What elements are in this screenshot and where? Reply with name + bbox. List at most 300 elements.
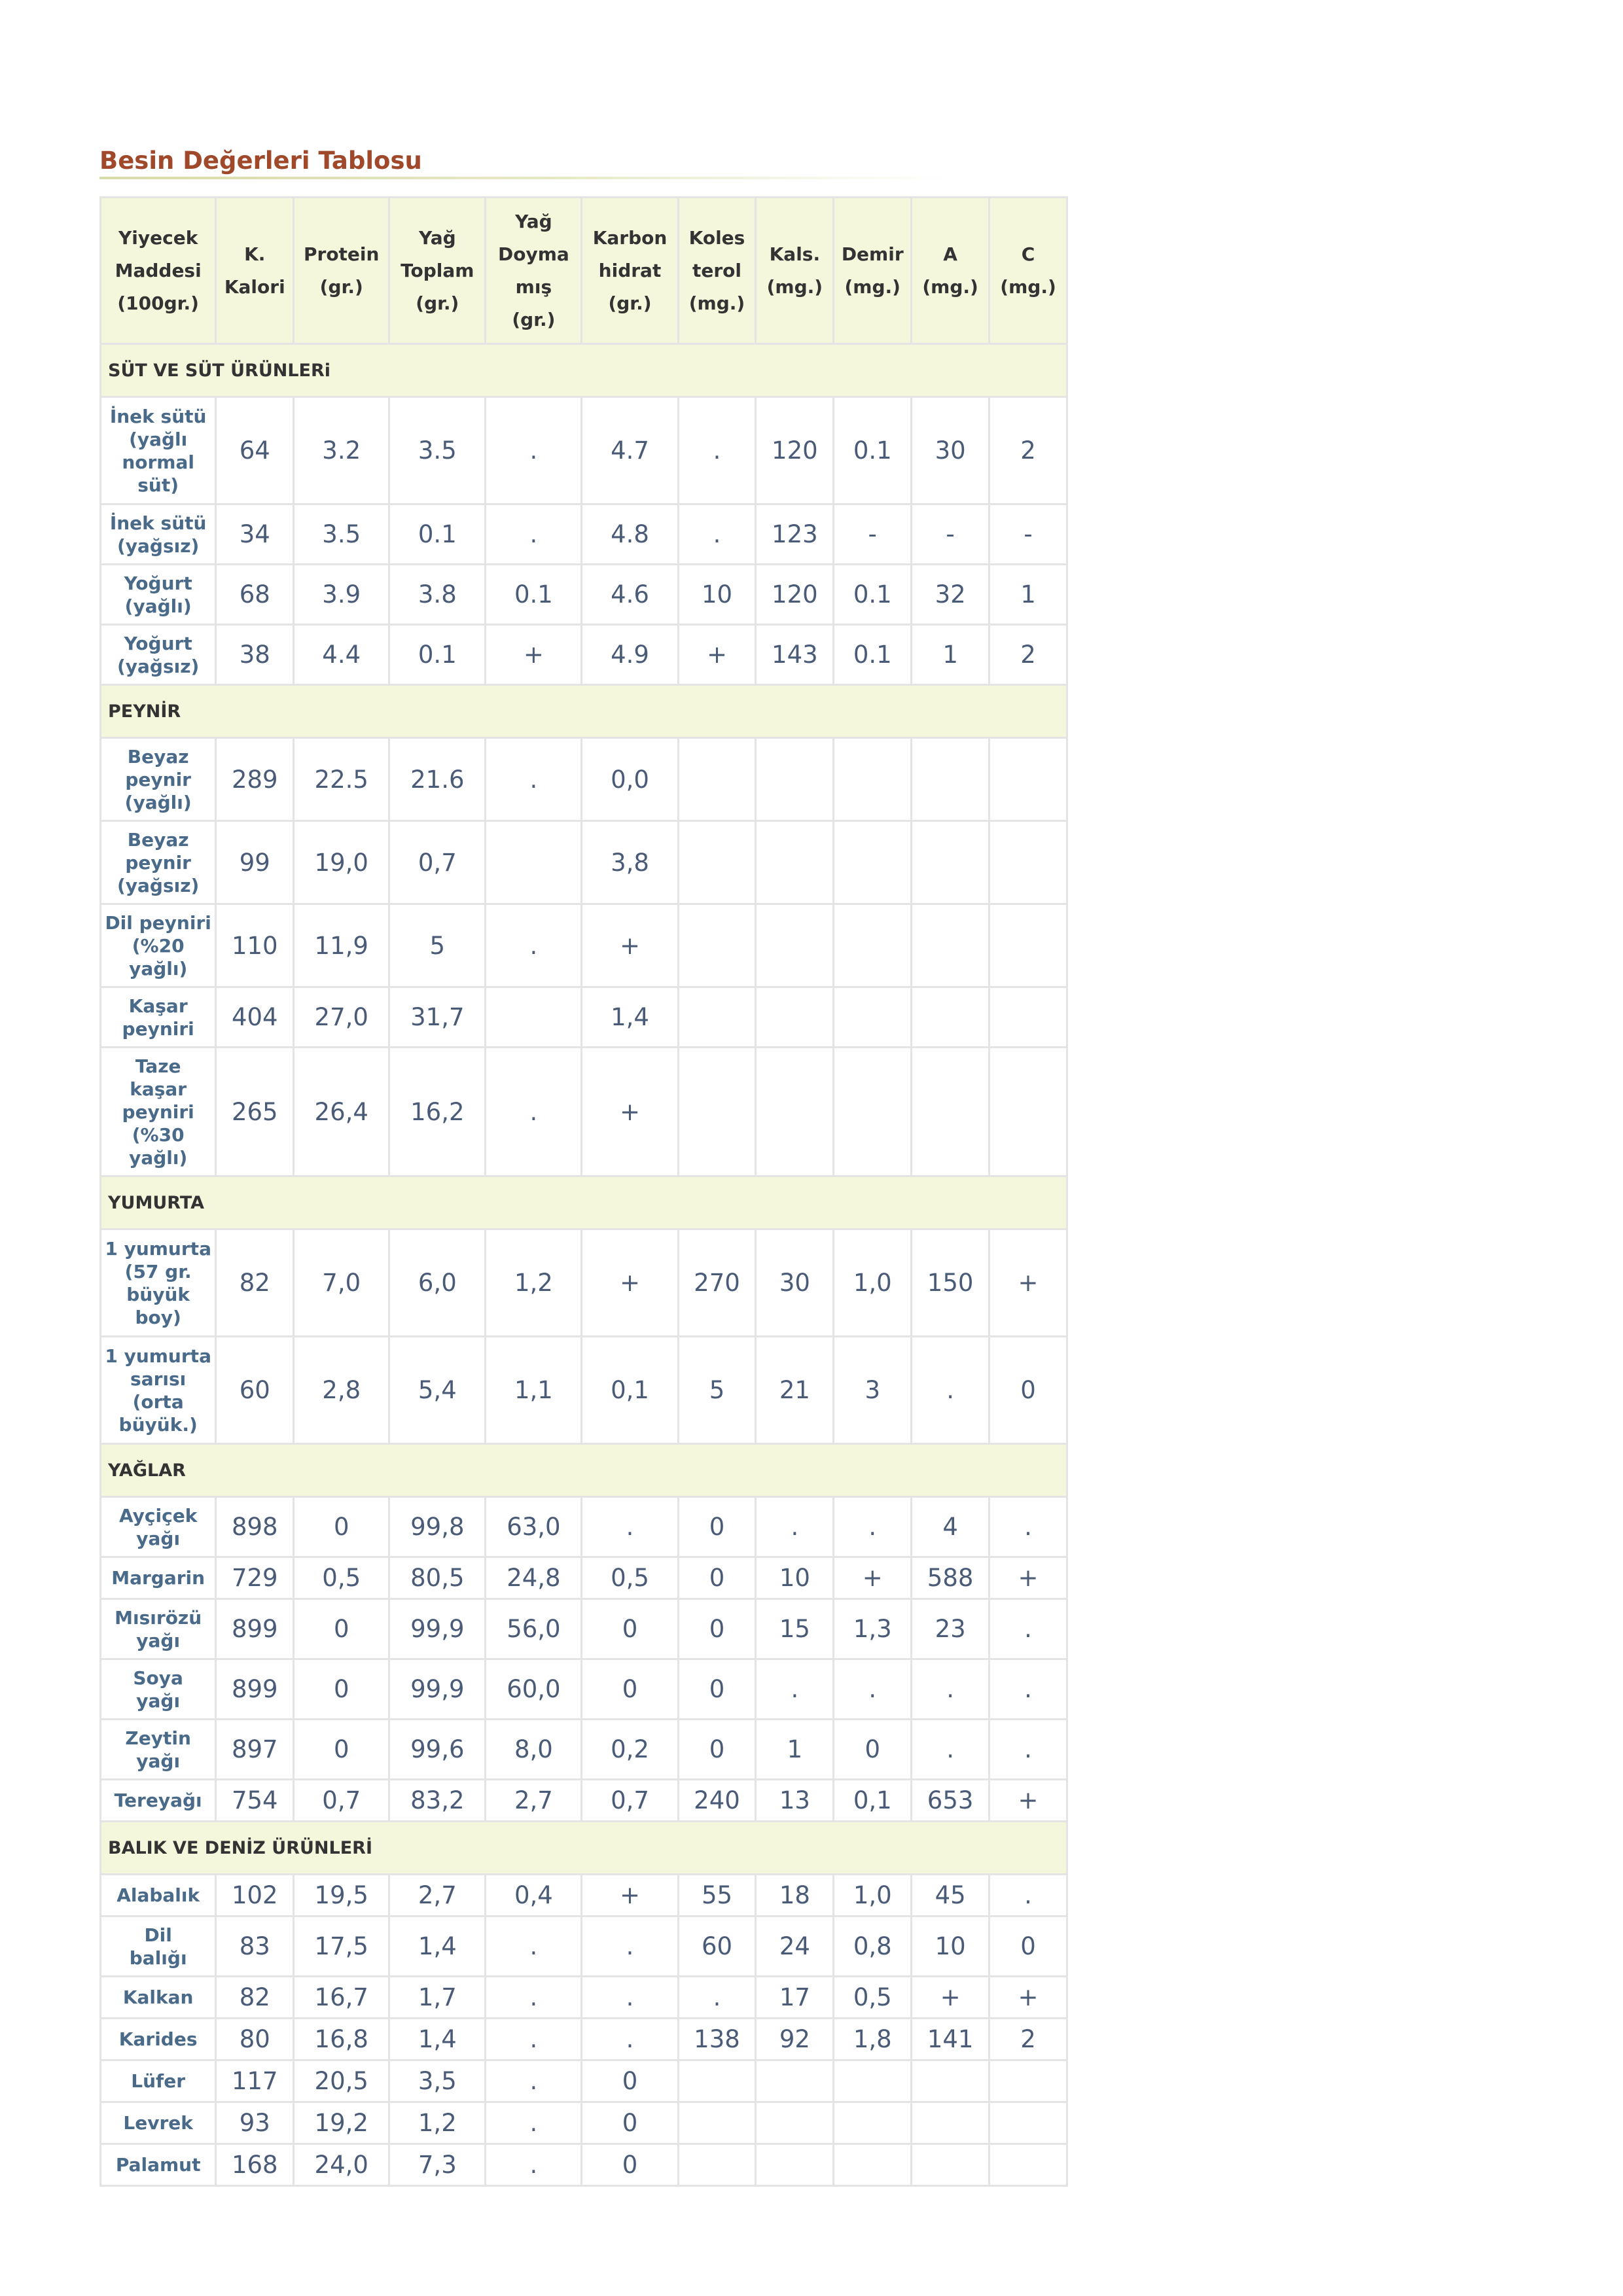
value-cell: 4.8 <box>582 504 678 565</box>
value-cell: 0 <box>678 1720 756 1780</box>
value-cell: 2,8 <box>294 1337 389 1444</box>
value-cell: 1,4 <box>389 1916 486 1977</box>
value-cell: 55 <box>678 1875 756 1916</box>
value-cell: 0,7 <box>389 821 486 904</box>
food-name-line: Dil peyniri <box>105 911 211 934</box>
value-cell <box>756 2060 834 2102</box>
column-header-line: Kalori <box>224 275 285 298</box>
value-cell: + <box>582 1229 678 1337</box>
value-cell: 0 <box>990 1337 1067 1444</box>
page-title: Besin Değerleri Tablosu <box>99 147 422 175</box>
value-cell: 899 <box>216 1599 294 1659</box>
value-cell: 729 <box>216 1557 294 1599</box>
value-cell <box>678 987 756 1048</box>
value-cell: 588 <box>912 1557 990 1599</box>
value-cell <box>912 987 990 1048</box>
column-header-line: Doyma <box>498 243 569 265</box>
value-cell: + <box>486 625 582 685</box>
value-cell: 0 <box>990 1916 1067 1977</box>
value-cell <box>678 904 756 987</box>
value-cell: 92 <box>756 2019 834 2060</box>
value-cell: . <box>990 1659 1067 1720</box>
value-cell: - <box>912 504 990 565</box>
value-cell: . <box>486 2060 582 2102</box>
table-row <box>101 1916 1067 1977</box>
value-cell: 0,1 <box>582 1337 678 1444</box>
value-cell: 31,7 <box>389 987 486 1048</box>
value-cell: 1 <box>990 565 1067 625</box>
value-cell: 754 <box>216 1780 294 1822</box>
column-header-line: Koles <box>688 226 745 249</box>
food-name-line: Soya <box>133 1667 183 1689</box>
value-cell: 3,5 <box>389 2060 486 2102</box>
value-cell: 2,7 <box>486 1780 582 1822</box>
value-cell: 21 <box>756 1337 834 1444</box>
food-name-line: (yağsız) <box>116 874 200 896</box>
column-header <box>990 198 1067 344</box>
value-cell: + <box>678 625 756 685</box>
value-cell: . <box>582 2019 678 2060</box>
food-name <box>101 2144 216 2186</box>
table-body <box>101 344 1067 2186</box>
value-cell: 80,5 <box>389 1557 486 1599</box>
column-header <box>294 198 389 344</box>
column-header-line: Kals. <box>769 243 821 265</box>
value-cell: 82 <box>216 1229 294 1337</box>
food-name <box>101 2102 216 2144</box>
value-cell: 16,2 <box>389 1048 486 1176</box>
value-cell: 1,4 <box>582 987 678 1048</box>
food-name-line: İnek sütü <box>109 512 207 534</box>
value-cell <box>678 821 756 904</box>
column-header <box>756 198 834 344</box>
value-cell: 3.8 <box>389 565 486 625</box>
value-cell: . <box>834 1497 912 1557</box>
value-cell: 3.5 <box>294 504 389 565</box>
food-name-line: yağlı) <box>129 957 188 980</box>
category-row <box>101 1444 1067 1497</box>
value-cell <box>756 2102 834 2144</box>
value-cell <box>756 821 834 904</box>
food-name-line: (yağlı) <box>124 791 192 813</box>
value-cell: + <box>912 1977 990 2019</box>
value-cell: 1,0 <box>834 1875 912 1916</box>
value-cell: 99,9 <box>389 1599 486 1659</box>
value-cell: 21.6 <box>389 738 486 821</box>
value-cell: 82 <box>216 1977 294 2019</box>
column-header-line: mış <box>515 275 552 298</box>
value-cell: . <box>582 1916 678 1977</box>
value-cell: 0 <box>294 1659 389 1720</box>
column-header-line: hidrat <box>598 259 662 281</box>
value-cell: 60 <box>216 1337 294 1444</box>
value-cell: 13 <box>756 1780 834 1822</box>
food-name <box>101 1229 216 1337</box>
value-cell <box>834 2102 912 2144</box>
value-cell: 899 <box>216 1659 294 1720</box>
food-name-line: (yağlı) <box>124 595 192 617</box>
food-name-line: peyniri <box>122 1017 194 1040</box>
value-cell: 80 <box>216 2019 294 2060</box>
food-name-line: (%30 <box>132 1123 185 1146</box>
column-header-line: (mg.) <box>844 275 901 298</box>
value-cell: - <box>834 504 912 565</box>
value-cell: + <box>990 1229 1067 1337</box>
value-cell: 4.4 <box>294 625 389 685</box>
value-cell: 0,2 <box>582 1720 678 1780</box>
value-cell: 0 <box>678 1599 756 1659</box>
value-cell: 4.9 <box>582 625 678 685</box>
value-cell: 240 <box>678 1780 756 1822</box>
value-cell <box>834 821 912 904</box>
value-cell: 270 <box>678 1229 756 1337</box>
food-name <box>101 821 216 904</box>
food-name <box>101 738 216 821</box>
category-label: YAĞLAR <box>101 1444 1067 1497</box>
food-name-line: yağlı) <box>129 1146 188 1169</box>
value-cell: + <box>990 1977 1067 2019</box>
value-cell: 60 <box>678 1916 756 1977</box>
table-row <box>101 397 1067 504</box>
value-cell: 5 <box>678 1337 756 1444</box>
table-row <box>101 2060 1067 2102</box>
value-cell: 5 <box>389 904 486 987</box>
column-header-line: Yağ <box>515 210 552 232</box>
food-name <box>101 904 216 987</box>
value-cell: 3.2 <box>294 397 389 504</box>
value-cell: 0 <box>294 1720 389 1780</box>
value-cell: 3.9 <box>294 565 389 625</box>
category-label: SÜT VE SÜT ÜRÜNLERi <box>101 344 1067 397</box>
value-cell <box>990 987 1067 1048</box>
value-cell: 0 <box>294 1497 389 1557</box>
value-cell: 7,3 <box>389 2144 486 2186</box>
value-cell: . <box>486 504 582 565</box>
table-row <box>101 1875 1067 1916</box>
value-cell <box>912 2102 990 2144</box>
value-cell: 23 <box>912 1599 990 1659</box>
value-cell <box>990 2102 1067 2144</box>
value-cell: + <box>582 904 678 987</box>
value-cell: 83 <box>216 1916 294 1977</box>
value-cell: 17 <box>756 1977 834 2019</box>
value-cell: 0,5 <box>582 1557 678 1599</box>
food-name-line: büyük <box>126 1283 190 1305</box>
food-name <box>101 1659 216 1720</box>
table-row <box>101 1497 1067 1557</box>
value-cell <box>912 821 990 904</box>
value-cell: 45 <box>912 1875 990 1916</box>
column-header <box>389 198 486 344</box>
value-cell: 56,0 <box>486 1599 582 1659</box>
food-name-line: Zeytin <box>125 1727 191 1749</box>
value-cell: . <box>990 1599 1067 1659</box>
value-cell: . <box>678 1977 756 2019</box>
value-cell <box>756 1048 834 1176</box>
value-cell: 0 <box>582 1599 678 1659</box>
value-cell: 99,6 <box>389 1720 486 1780</box>
value-cell: 24,0 <box>294 2144 389 2186</box>
value-cell: + <box>990 1780 1067 1822</box>
food-name-line: İnek sütü <box>109 405 207 427</box>
food-name <box>101 1048 216 1176</box>
value-cell: 2 <box>990 2019 1067 2060</box>
value-cell: . <box>912 1337 990 1444</box>
food-name-line: (yağsız) <box>116 535 200 557</box>
table-row <box>101 2102 1067 2144</box>
value-cell: 0 <box>294 1599 389 1659</box>
value-cell: 1 <box>912 625 990 685</box>
value-cell: 0,7 <box>582 1780 678 1822</box>
food-name <box>101 2060 216 2102</box>
column-header <box>678 198 756 344</box>
value-cell: + <box>834 1557 912 1599</box>
value-cell: 34 <box>216 504 294 565</box>
table-row <box>101 1229 1067 1337</box>
value-cell <box>834 2060 912 2102</box>
food-name-line: Yoğurt <box>124 632 192 654</box>
value-cell: . <box>678 504 756 565</box>
value-cell: . <box>912 1720 990 1780</box>
food-name <box>101 565 216 625</box>
table-row <box>101 1048 1067 1176</box>
value-cell: . <box>486 2144 582 2186</box>
column-header-line: (mg.) <box>688 292 745 314</box>
value-cell: 0.1 <box>389 504 486 565</box>
food-name-line: Kalkan <box>122 1987 194 2008</box>
value-cell: 3 <box>834 1337 912 1444</box>
value-cell <box>990 2144 1067 2186</box>
value-cell <box>912 1048 990 1176</box>
value-cell: 24 <box>756 1916 834 1977</box>
category-row <box>101 1176 1067 1229</box>
food-name <box>101 2019 216 2060</box>
value-cell: 26,4 <box>294 1048 389 1176</box>
column-header <box>216 198 294 344</box>
food-name-line: peynir <box>125 851 191 874</box>
food-name <box>101 1916 216 1977</box>
value-cell: 64 <box>216 397 294 504</box>
value-cell: 0 <box>678 1497 756 1557</box>
column-header-line: (mg.) <box>766 275 823 298</box>
food-name-line: Kaşar <box>128 995 188 1017</box>
value-cell: 0.1 <box>389 625 486 685</box>
value-cell: 22.5 <box>294 738 389 821</box>
value-cell: 19,5 <box>294 1875 389 1916</box>
value-cell: 143 <box>756 625 834 685</box>
value-cell: . <box>486 904 582 987</box>
food-name <box>101 625 216 685</box>
value-cell: 102 <box>216 1875 294 1916</box>
value-cell: . <box>756 1497 834 1557</box>
value-cell: 3.5 <box>389 397 486 504</box>
value-cell: 10 <box>678 565 756 625</box>
food-name-line: Mısırözü <box>115 1606 202 1629</box>
table-row <box>101 1337 1067 1444</box>
value-cell: 3,8 <box>582 821 678 904</box>
value-cell: 110 <box>216 904 294 987</box>
value-cell: 0,1 <box>834 1780 912 1822</box>
column-header-line: Demir <box>841 243 904 265</box>
value-cell: 93 <box>216 2102 294 2144</box>
table-row <box>101 2144 1067 2186</box>
food-name-line: 1 yumurta <box>105 1345 211 1367</box>
food-name-line: yağı <box>136 1689 181 1712</box>
value-cell: 4.6 <box>582 565 678 625</box>
food-name-line: (orta <box>132 1390 184 1413</box>
food-name-line: Beyaz <box>127 745 189 768</box>
value-cell <box>678 2102 756 2144</box>
value-cell: 16,8 <box>294 2019 389 2060</box>
table-row <box>101 1659 1067 1720</box>
value-cell <box>678 2144 756 2186</box>
value-cell: 0.1 <box>834 397 912 504</box>
food-name-line: Karides <box>118 2028 198 2050</box>
column-header-line: (gr.) <box>416 292 459 314</box>
value-cell: 1,4 <box>389 2019 486 2060</box>
category-label: BALIK VE DENİZ ÜRÜNLERİ <box>101 1822 1067 1875</box>
food-name-line: Dil <box>144 1924 172 1946</box>
category-row <box>101 685 1067 738</box>
value-cell: 5,4 <box>389 1337 486 1444</box>
column-header-line: (mg.) <box>1000 275 1056 298</box>
value-cell <box>990 1048 1067 1176</box>
value-cell: 897 <box>216 1720 294 1780</box>
category-row <box>101 344 1067 397</box>
value-cell: 8,0 <box>486 1720 582 1780</box>
value-cell: 898 <box>216 1497 294 1557</box>
column-header-line: Protein <box>303 243 380 265</box>
value-cell <box>990 2060 1067 2102</box>
value-cell: 404 <box>216 987 294 1048</box>
value-cell <box>834 904 912 987</box>
value-cell: 19,0 <box>294 821 389 904</box>
column-header-line: Yiyecek <box>118 226 198 249</box>
value-cell: 7,0 <box>294 1229 389 1337</box>
value-cell: 68 <box>216 565 294 625</box>
column-header-line: (100gr.) <box>117 292 199 314</box>
column-header <box>582 198 678 344</box>
value-cell: 138 <box>678 2019 756 2060</box>
food-name-line: Beyaz <box>127 828 189 851</box>
value-cell <box>486 987 582 1048</box>
value-cell: 63,0 <box>486 1497 582 1557</box>
value-cell: 2,7 <box>389 1875 486 1916</box>
category-row <box>101 1822 1067 1875</box>
value-cell: 10 <box>756 1557 834 1599</box>
value-cell: 1 <box>756 1720 834 1780</box>
value-cell <box>912 2144 990 2186</box>
table-row <box>101 1599 1067 1659</box>
value-cell <box>756 2144 834 2186</box>
value-cell: 1,1 <box>486 1337 582 1444</box>
value-cell: 4.7 <box>582 397 678 504</box>
value-cell <box>756 987 834 1048</box>
value-cell: 99 <box>216 821 294 904</box>
value-cell: . <box>990 1720 1067 1780</box>
nutrition-table-container <box>99 196 1068 2187</box>
food-name <box>101 1977 216 2019</box>
value-cell: - <box>990 504 1067 565</box>
column-header-line: K. <box>244 243 266 265</box>
value-cell: 60,0 <box>486 1659 582 1720</box>
value-cell: 2 <box>990 625 1067 685</box>
value-cell: 0 <box>582 2102 678 2144</box>
value-cell: 6,0 <box>389 1229 486 1337</box>
table-row <box>101 1780 1067 1822</box>
value-cell: 1,2 <box>389 2102 486 2144</box>
table-row <box>101 1977 1067 2019</box>
column-header-line: terol <box>692 259 741 281</box>
food-name-line: Margarin <box>111 1567 205 1589</box>
value-cell: 150 <box>912 1229 990 1337</box>
value-cell <box>834 2144 912 2186</box>
value-cell: . <box>486 2019 582 2060</box>
value-cell: . <box>486 397 582 504</box>
nutrition-table <box>99 196 1068 2187</box>
value-cell: . <box>582 1977 678 2019</box>
food-name <box>101 1337 216 1444</box>
value-cell: 10 <box>912 1916 990 1977</box>
table-row <box>101 1720 1067 1780</box>
value-cell <box>834 1048 912 1176</box>
food-name-line: Levrek <box>123 2112 193 2134</box>
value-cell <box>486 821 582 904</box>
value-cell: 120 <box>756 397 834 504</box>
value-cell: 11,9 <box>294 904 389 987</box>
food-name-line: Alabalık <box>116 1884 200 1906</box>
value-cell: 19,2 <box>294 2102 389 2144</box>
value-cell <box>990 738 1067 821</box>
food-name <box>101 1875 216 1916</box>
value-cell: 1,2 <box>486 1229 582 1337</box>
table-row <box>101 738 1067 821</box>
column-header <box>912 198 990 344</box>
value-cell <box>678 1048 756 1176</box>
category-label: PEYNİR <box>101 685 1067 738</box>
value-cell: 653 <box>912 1780 990 1822</box>
table-row <box>101 2019 1067 2060</box>
food-name-line: süt) <box>137 474 179 496</box>
column-header-line: (gr.) <box>512 308 556 330</box>
food-name <box>101 1497 216 1557</box>
value-cell: 16,7 <box>294 1977 389 2019</box>
food-name-line: yağı <box>136 1527 181 1549</box>
value-cell: 20,5 <box>294 2060 389 2102</box>
food-name-line: normal <box>122 451 194 473</box>
value-cell: 141 <box>912 2019 990 2060</box>
food-name <box>101 1557 216 1599</box>
value-cell: 32 <box>912 565 990 625</box>
value-cell: 0 <box>582 2144 678 2186</box>
value-cell: . <box>912 1659 990 1720</box>
food-name-line: boy) <box>135 1306 181 1328</box>
value-cell <box>756 738 834 821</box>
value-cell: 1,3 <box>834 1599 912 1659</box>
value-cell: . <box>678 397 756 504</box>
category-label: YUMURTA <box>101 1176 1067 1229</box>
table-row <box>101 821 1067 904</box>
value-cell: 120 <box>756 565 834 625</box>
value-cell: 38 <box>216 625 294 685</box>
value-cell <box>912 2060 990 2102</box>
value-cell: 0,7 <box>294 1780 389 1822</box>
food-name-line: kaşar <box>130 1078 187 1100</box>
column-header-line: C <box>1021 243 1035 265</box>
value-cell: 168 <box>216 2144 294 2186</box>
value-cell: 0 <box>582 1659 678 1720</box>
food-name-line: yağı <box>136 1750 181 1772</box>
